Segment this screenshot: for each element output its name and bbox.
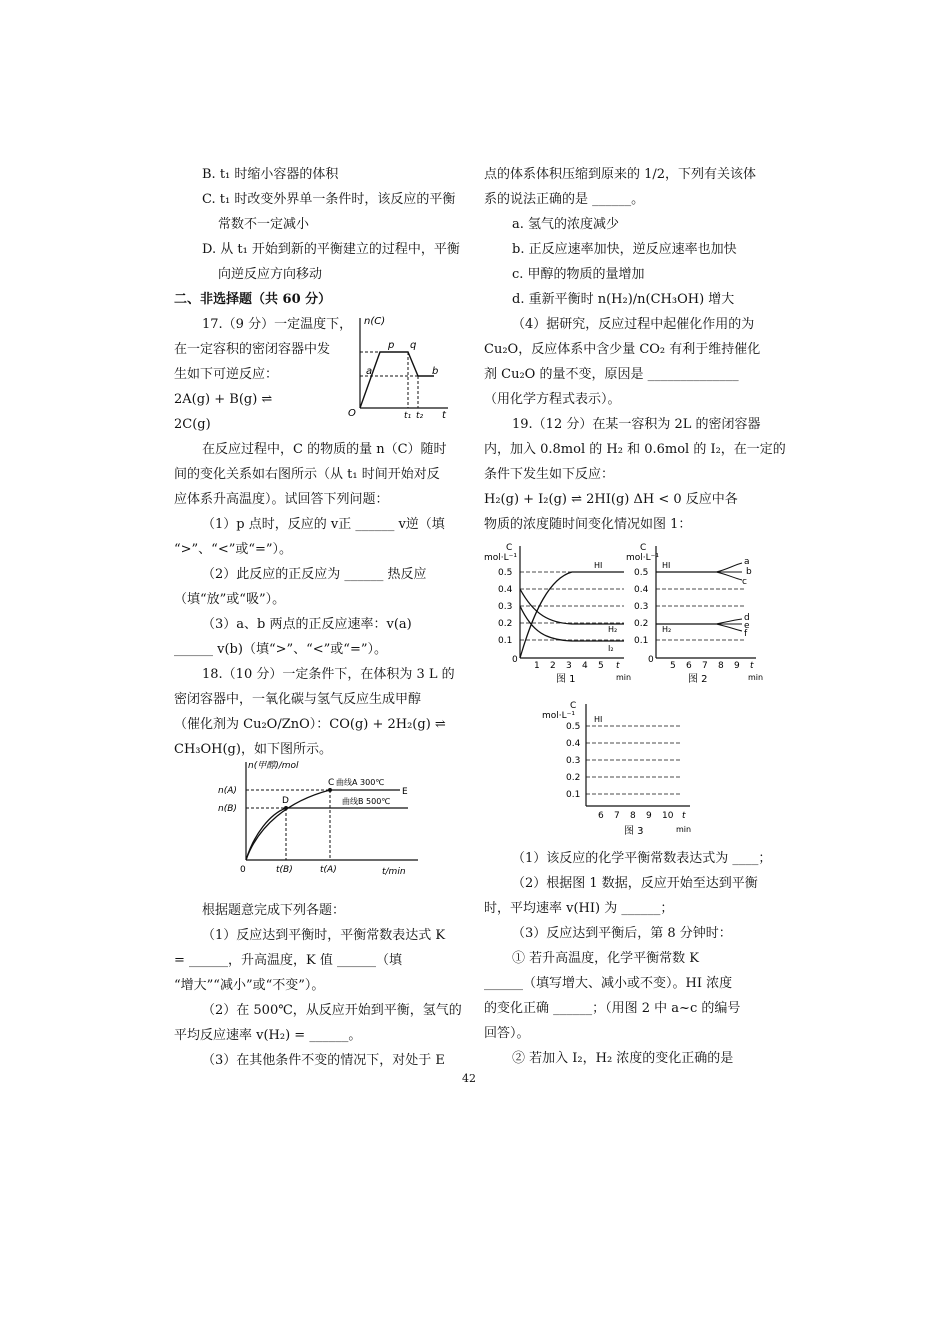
q19-line: 物质的浓度随时间变化情况如图 1： — [484, 517, 692, 532]
hi-label: HI — [594, 715, 603, 724]
q19-sub3: （3）反应达到平衡后，第 8 分钟时： — [512, 926, 732, 941]
caption-fig1: 图 1 — [556, 674, 576, 685]
q19-sub3-i-cont: ______（填写增大、减小或不变）。HI 浓度 — [484, 976, 733, 991]
letter-b: b — [746, 567, 752, 577]
t2-label: t₂ — [416, 411, 424, 420]
option-d-cont: 向逆反应方向移动 — [218, 267, 323, 282]
q17-sub1-cont: “>”、“<”或“=”）。 — [174, 542, 293, 557]
origin-label: 0 — [240, 865, 246, 875]
x-tick: 7 — [702, 661, 708, 671]
q17-sub2-cont: （填“放”或“吸”）。 — [174, 592, 286, 607]
q18-sub1: （1）反应达到平衡时，平衡常数表达式 K — [202, 928, 446, 943]
q19-line: 条件下发生如下反应： — [484, 467, 615, 482]
unit-label: mol·L⁻¹ — [484, 553, 518, 563]
left-column-lower — [174, 898, 466, 1073]
q18-line: （催化剂为 Cu₂O/ZnO）：CO(g) + 2H₂(g) ⇌ — [174, 717, 446, 732]
x-tick: 10 — [662, 811, 674, 821]
unit-label: mol·L⁻¹ — [626, 553, 660, 563]
x-axis-t: t — [682, 811, 686, 821]
x-tick: 1 — [534, 661, 540, 671]
q18-intro: 根据题意完成下列各题： — [202, 903, 346, 918]
q19-line: 19.（12 分）在某一容积为 2L 的密闭容器 — [512, 417, 761, 432]
option-a: a. 氢气的浓度减少 — [512, 217, 620, 232]
q19-sub1: （1）该反应的化学平衡常数表达式为 ____； — [512, 851, 772, 866]
q17-equation: 2A(g) + B(g) ⇌ — [174, 392, 273, 407]
q18-sub1-cont: = ______，升高温度，K 值 ______（填 — [174, 953, 403, 968]
q18-sub3-cont: 点的体系体积压缩到原来的 1/2，下列有关该体 — [484, 167, 757, 182]
curve-a — [716, 563, 742, 572]
left-column — [174, 162, 466, 762]
q17-sub3: （3）a、b 两点的正反应速率：v(a) — [202, 617, 412, 632]
curve-d — [716, 619, 742, 624]
option-b: B. t₁ 时缩小容器的体积 — [202, 167, 339, 182]
y-tick-na: n(A) — [218, 786, 237, 796]
q17-sub1: （1）p 点时，反应的 v正 ______ v逆（填 — [202, 517, 445, 532]
y-tick: 0.2 — [498, 619, 513, 629]
q17-line: 生如下可逆反应： — [174, 367, 279, 382]
q19-line: 内，加入 0.8mol 的 H₂ 和 0.6mol 的 I₂，在一定的 — [484, 442, 786, 457]
curve-c — [716, 572, 742, 580]
point-c-label: C — [328, 778, 335, 788]
x-tick: 5 — [598, 661, 604, 671]
q18-sub1-cont: “增大”“减小”或“不变”）。 — [174, 978, 325, 993]
caption-fig2: 图 2 — [688, 674, 708, 685]
figure-q19-graph3 — [540, 698, 710, 842]
unit-label: mol·L⁻¹ — [542, 711, 576, 721]
c-label: C — [570, 701, 577, 711]
q18-line: 18.（10 分）一定条件下，在体积为 3 L 的 — [202, 667, 455, 682]
letter-a: a — [744, 557, 750, 567]
curve-a-label: 曲线A 300℃ — [336, 778, 385, 787]
figure-q19-top — [484, 540, 774, 688]
x-tick: 9 — [734, 661, 740, 671]
c-label: C — [640, 543, 647, 553]
y-tick: 0.4 — [498, 585, 513, 595]
x-tick: 7 — [614, 811, 620, 821]
x-tick: 5 — [670, 661, 676, 671]
option-c-cont: 常数不一定减小 — [218, 217, 310, 232]
q17-line: 间的变化关系如右图所示（从 t₁ 时间开始对反 — [174, 467, 440, 482]
y-tick-nb: n(B) — [218, 804, 237, 814]
caption-fig3: 图 3 — [624, 826, 644, 837]
t1-label: t₁ — [404, 411, 412, 420]
x-tick: 9 — [646, 811, 652, 821]
point-c-dot — [328, 788, 332, 792]
x-tick: 6 — [598, 811, 604, 821]
min-label: min — [676, 825, 692, 834]
option-c: c. 甲醇的物质的量增加 — [512, 267, 645, 282]
point-d-dot — [284, 806, 288, 810]
letter-c: c — [742, 577, 747, 587]
y-tick: 0.2 — [634, 619, 649, 629]
q17-line: 在一定容积的密闭容器中发 — [174, 342, 331, 357]
x-axis-t: t — [750, 661, 754, 671]
q18-sub2-cont: 平均反应速率 v(H₂) = ______。 — [174, 1028, 362, 1043]
hi-label: HI — [662, 561, 671, 570]
point-a: a — [366, 366, 373, 377]
q18-sub4: （4）据研究，反应过程中起催化作用的为 — [512, 317, 755, 332]
y-tick: 0.4 — [566, 739, 581, 749]
letter-e: e — [744, 621, 750, 631]
h2-label: H₂ — [662, 625, 672, 634]
y-tick: 0.1 — [634, 636, 649, 646]
y-tick: 0.5 — [566, 722, 581, 732]
nc-curve — [360, 352, 434, 408]
q17-line: 17.（9 分）一定温度下， — [202, 317, 353, 332]
q18-sub4-cont: （用化学方程式表示）。 — [484, 392, 621, 407]
c-label: C — [506, 543, 513, 553]
y-tick: 0.1 — [498, 636, 513, 646]
right-column-lower — [484, 846, 776, 1071]
curve-b-label: 曲线B 500℃ — [342, 797, 391, 806]
q18-sub3: （3）在其他条件不变的情况下，对处于 E — [202, 1053, 445, 1068]
q17-line: 应体系升高温度）。试回答下列问题： — [174, 492, 389, 507]
x-tick: 2 — [550, 661, 556, 671]
q18-line: 密闭容器中，一氧化碳与氢气反应生成甲醇 — [174, 692, 422, 707]
q17-equation-cont: 2C(g) — [174, 417, 211, 432]
q19-sub2-cont: 时，平均速率 v(HI) 为 ______； — [484, 901, 674, 916]
y-tick: 0.1 — [566, 790, 581, 800]
point-q: q — [410, 340, 417, 351]
q18-sub3-cont: 系的说法正确的是 ______。 — [484, 192, 645, 207]
y-label: n(C) — [364, 316, 386, 327]
x-label: t/min — [382, 867, 406, 877]
origin-label: O — [348, 408, 356, 419]
x-tick: 4 — [582, 661, 588, 671]
q17-line: 在反应过程中，C 的物质的量 n（C）随时 — [202, 442, 447, 457]
y-tick: 0.4 — [634, 585, 649, 595]
i2-label: I₂ — [608, 644, 614, 653]
figure-q17 — [344, 312, 456, 420]
point-p: p — [388, 340, 395, 351]
y-label: n(甲醇)/mol — [248, 761, 299, 771]
section-heading: 二、非选择题（共 60 分） — [174, 292, 332, 307]
x-tick: 3 — [566, 661, 572, 671]
h2-label: H₂ — [608, 625, 618, 634]
graph-1 — [484, 543, 631, 685]
graph-2 — [626, 543, 763, 685]
y-tick: 0.3 — [566, 756, 581, 766]
q19-sub3-i-cont: 的变化正确 ______；（用图 2 中 a~c 的编号 — [484, 1001, 741, 1016]
option-c: C. t₁ 时改变外界单一条件时，该反应的平衡 — [202, 192, 456, 207]
q18-sub2: （2）在 500℃，从反应开始到平衡，氢气的 — [202, 1003, 462, 1018]
letter-f: f — [744, 629, 748, 639]
curve-b — [246, 808, 408, 860]
q18-sub4-cont: Cu₂O，反应体系中含少量 CO₂ 有利于维持催化 — [484, 342, 761, 357]
x-tick-tb: t(B) — [276, 865, 293, 875]
q17-sub3-cont: ______ v(b)（填“>”、“<”或“=”）。 — [174, 642, 387, 657]
x-tick-ta: t(A) — [320, 865, 337, 875]
figure-q18 — [218, 756, 430, 878]
y-tick: 0.5 — [634, 568, 649, 578]
q19-sub3-ii: ② 若加入 I₂，H₂ 浓度的变化正确的是 — [512, 1051, 734, 1066]
q19-sub2: （2）根据图 1 数据，反应开始至达到平衡 — [512, 876, 758, 891]
point-e-label: E — [402, 787, 408, 797]
right-column — [484, 162, 786, 537]
q17-sub2: （2）此反应的正反应为 ______ 热反应 — [202, 567, 427, 582]
x-axis-t: t — [616, 661, 620, 671]
point-d-label: D — [282, 796, 289, 806]
t-label: t — [442, 410, 446, 420]
q18-sub4-cont: 剂 Cu₂O 的量不变，原因是 ______________ — [484, 367, 739, 382]
y-tick: 0.3 — [498, 602, 513, 612]
origin-label: 0 — [512, 655, 518, 665]
y-tick: 0.3 — [634, 602, 649, 612]
q19-sub3-i: ① 若升高温度，化学平衡常数 K — [512, 951, 699, 966]
x-tick: 8 — [718, 661, 724, 671]
hi-label: HI — [594, 561, 603, 570]
x-tick: 8 — [630, 811, 636, 821]
h2-curve — [520, 589, 624, 624]
option-d: D. 从 t₁ 开始到新的平衡建立的过程中，平衡 — [202, 242, 460, 257]
point-b: b — [432, 366, 439, 377]
y-tick: 0.2 — [566, 773, 581, 783]
origin-label: 0 — [648, 655, 654, 665]
x-tick: 6 — [686, 661, 692, 671]
min-label: min — [748, 673, 764, 682]
page-number: 42 — [462, 1072, 476, 1085]
option-b: b. 正反应速率加快，逆反应速率也加快 — [512, 242, 737, 257]
letter-d: d — [744, 613, 750, 623]
curve-f — [716, 624, 742, 631]
y-tick: 0.5 — [498, 568, 513, 578]
q19-equation: H₂(g) + I₂(g) ⇌ 2HI(g) ΔH < 0 反应中各 — [484, 492, 738, 507]
q19-sub3-i-cont: 回答）。 — [484, 1026, 530, 1041]
q18-line: CH₃OH(g)，如下图所示。 — [174, 742, 332, 757]
option-d: d. 重新平衡时 n(H₂)/n(CH₃OH) 增大 — [512, 292, 735, 307]
min-label: min — [616, 673, 632, 682]
